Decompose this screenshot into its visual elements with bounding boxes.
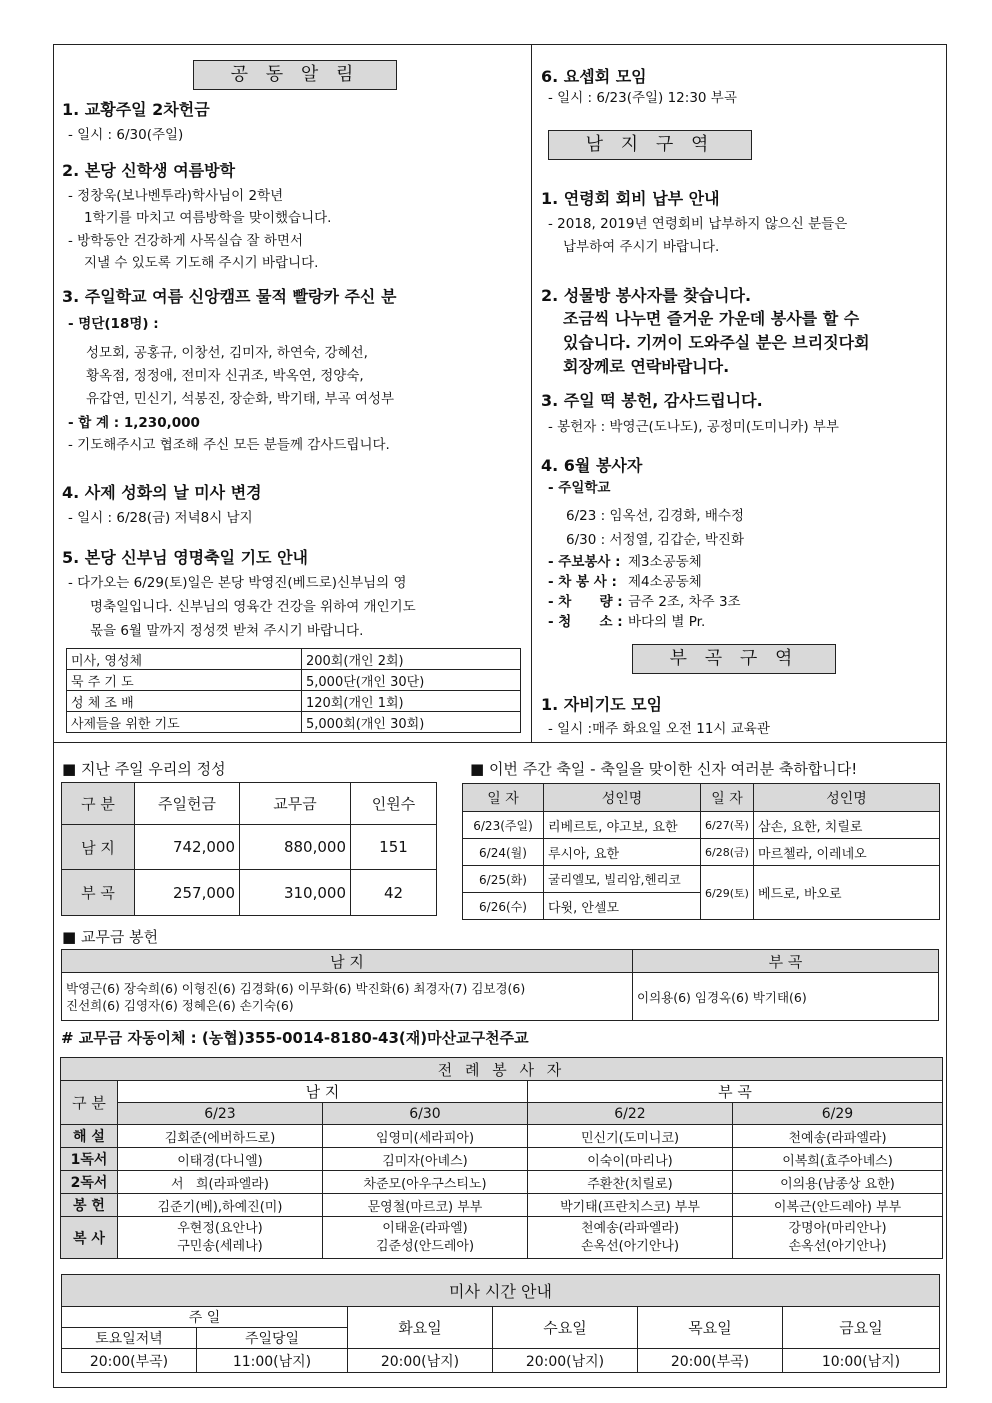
table-row [463,839,940,866]
feast-date: 6/26(수) [463,893,544,920]
offering-header: 주일헌금 [135,783,240,825]
liturgy-cell: 김회준(에버하드로) [118,1125,323,1148]
feast-date: 6/27(목) [701,812,754,839]
notice-2-line: - 방학동안 건강하게 사목실습 잘 하면서 [68,233,303,249]
namji-1-line: - 2018, 2019년 연령회비 납부하지 않으신 분들은 [548,216,848,232]
feast-title: ■ 이번 주간 축일 - 축일을 맞이한 신자 여러분 축하합니다! [470,760,858,778]
liturgy-date: 6/22 [528,1103,733,1125]
liturgy-cell: 민신기(도미니코) [528,1125,733,1148]
feast-date: 6/23(주일) [463,812,544,839]
notice-3-title: 3. 주일학교 여름 신앙캠프 물적 빨랑카 주신 분 [62,287,397,306]
liturgy-cell-line: 강명아(마리안나) [788,1220,887,1236]
liturgy-cell: 이복희(효주아녜스) [733,1148,943,1171]
offering-row-label: 남 지 [62,825,135,870]
role-label: - 차 봉 사 : [548,574,617,590]
role-row [548,550,702,570]
mass-sat-label: 토요일저녁 [62,1328,197,1349]
namji-4-date-line: 6/30 : 서정열, 김갑순, 박진화 [566,532,744,548]
offering-header: 구 분 [62,783,135,825]
dues-namji-line: 진선희(6) 김영자(6) 정혜은(6) 손기숙(6) [66,997,294,1013]
feast-date: 6/25(화) [463,866,544,893]
role-value: 바다의 별 Pr. [628,614,706,630]
liturgy-date: 6/23 [118,1103,323,1125]
feast-saints: 삼손, 요한, 치릴로 [754,812,940,839]
notice-6-line: - 일시 : 6/23(주일) 12:30 부곡 [548,90,737,106]
table-row [463,866,940,893]
role-value: 제4소공동체 [628,574,702,590]
feast-saints: 마르첼라, 이레네오 [754,839,940,866]
dues-bugok-cell: 이의용(6) 임경옥(6) 박기태(6) [633,973,939,1021]
table-row [61,1081,943,1103]
liturgy-title: 전 례 봉 사 자 [61,1058,943,1081]
mass-day: 목요일 [638,1307,783,1349]
feast-header: 성인명 [754,784,940,812]
offering-header: 교무금 [240,783,351,825]
section-divider [53,742,947,743]
table-row [62,825,437,870]
notice-5-line: - 다가오는 6/29(토)일은 본당 박영진(베드로)신부님의 영 [68,575,407,591]
mass-title: 미사 시간 안내 [62,1275,940,1307]
common-notice-title: 공 동 알 림 [193,60,397,90]
notice-5-line: 명축일입니다. 신부님의 영육간 건강을 위하여 개인기도 [90,599,416,615]
feast-header: 일 자 [701,784,754,812]
mass-day: 화요일 [348,1307,493,1349]
table-row [67,649,521,670]
bugok-1-line: - 일시 :매주 화요일 오전 11시 교육관 [548,721,770,737]
liturgy-table [60,1057,943,1259]
liturgy-cell: 천예송(라파엘라) [733,1125,943,1148]
liturgy-cell: 박기태(프란치스코) 부부 [528,1194,733,1217]
notice-6-title: 6. 요셉회 모임 [541,67,647,86]
liturgy-cell [733,1217,943,1259]
feast-table [462,783,940,920]
table-row [62,950,939,973]
notice-1-title: 1. 교황주일 2차헌금 [62,100,210,119]
feast-saints: 다윗, 안셀모 [544,893,701,920]
liturgy-cell [528,1217,733,1259]
role-label: - 차 량 : [548,594,623,610]
liturgy-role: 1독서 [61,1148,118,1171]
namji-3-title: 3. 주일 떡 봉헌, 감사드립니다. [541,391,763,410]
bugok-1-title: 1. 자비기도 모임 [541,695,663,714]
offering-table [61,782,437,916]
feast-header: 성인명 [544,784,701,812]
role-value: 제3소공동체 [628,554,702,570]
column-divider [531,44,532,742]
namji-1-line: 납부하여 주시기 바랍니다. [563,239,720,255]
table-row [61,1171,943,1194]
liturgy-date: 6/29 [733,1103,943,1125]
table-row [62,1307,940,1328]
notice-3-names: 유갑연, 민신기, 석봉진, 장순화, 박기태, 부곡 여성부 [86,391,395,407]
table-row [67,670,521,691]
notice-2-line: 지낼 수 있도록 기도해 주시기 바랍니다. [84,255,319,271]
bugok-section-title: 부 곡 구 역 [632,644,836,674]
feast-saints: 루시아, 요한 [544,839,701,866]
liturgy-role: 해 설 [61,1125,118,1148]
liturgy-date: 6/30 [323,1103,528,1125]
role-row [548,610,705,630]
liturgy-cell [323,1217,528,1259]
notice-3-list-label: - 명단(18명) : [68,316,159,332]
notice-5-line: 몫을 6월 말까지 정성껏 받쳐 주시기 바랍니다. [90,623,364,639]
notice-4-title: 4. 사제 성화의 날 미사 변경 [62,483,262,502]
liturgy-cell-line: 우현정(요안나) [177,1220,263,1236]
mass-sunday: 주 일 [62,1307,348,1328]
feast-date: 6/28(금) [701,839,754,866]
mass-day: 금요일 [783,1307,940,1349]
liturgy-cell: 이의용(남종상 요한) [733,1171,943,1194]
offering-header: 인원수 [351,783,437,825]
offering-row-label: 부 곡 [62,870,135,916]
notice-2-line: - 정창욱(보나벤투라)학사님이 2학년 [68,188,284,204]
liturgy-cell: 김준기(베),하예진(미) [118,1194,323,1217]
notice-2-line: 1학기를 마치고 여름방학을 맞이했습니다. [84,210,332,226]
prayer-value: 200회(개인 2회) [302,649,521,670]
namji-1-title: 1. 연령회 회비 납부 안내 [541,189,720,208]
feast-saints: 리베르토, 야고보, 요한 [544,812,701,839]
feast-date: 6/24(월) [463,839,544,866]
prayer-table [66,648,521,733]
namji-2-title: 2. 성물방 봉사자를 찾습니다. [541,286,752,305]
notice-3-thanks: - 기도해주시고 협조해 주신 모든 분들께 감사드립니다. [68,437,390,453]
prayer-label: 사제들을 위한 기도 [67,712,302,733]
table-row [61,1194,943,1217]
liturgy-cell [118,1217,323,1259]
liturgy-cell: 차준모(아우구스티노) [323,1171,528,1194]
table-row [62,1275,940,1307]
dues-header-bugok: 부 곡 [633,950,939,973]
dues-namji-cell [62,973,633,1021]
mass-time: 11:00(남지) [197,1349,348,1373]
liturgy-cell-line: 손옥선(아기안나) [580,1238,680,1254]
mass-time: 20:00(남지) [348,1349,493,1373]
liturgy-cell: 이숙이(마리나) [528,1148,733,1171]
table-row [67,691,521,712]
notice-3-total: - 합 계 : 1,230,000 [68,415,200,431]
offering-title: ■ 지난 주일 우리의 정성 [62,760,226,778]
dues-namji-line: 박영근(6) 장숙희(6) 이형진(6) 김경화(6) 이무화(6) 박진화(6) 최경자(7) 김보경(6) [66,980,526,996]
table-row [67,712,521,733]
offering-cell: 257,000 [135,870,240,916]
feast-date: 6/29(토) [701,866,754,920]
mass-time: 20:00(부곡) [62,1349,197,1373]
prayer-value: 5,000회(개인 30회) [302,712,521,733]
liturgy-cell-line: 천예송(라파엘라) [580,1220,680,1236]
liturgy-cell: 임영미(세라피아) [323,1125,528,1148]
role-value: 금주 2조, 차주 3조 [628,594,741,610]
mass-time: 20:00(부곡) [638,1349,783,1373]
liturgy-role: 봉 헌 [61,1194,118,1217]
table-row [463,812,940,839]
notice-1-line: - 일시 : 6/30(주일) [68,127,184,143]
liturgy-cell-line: 구민송(세레나) [177,1238,263,1254]
role-row [548,590,741,610]
liturgy-cell: 이태경(다니엘) [118,1148,323,1171]
liturgy-role: 복 사 [61,1217,118,1259]
namji-section-title: 남 지 구 역 [548,130,752,160]
dues-title: ■ 교무금 봉헌 [62,928,159,946]
namji-2-line: 있습니다. 기꺼이 도와주실 분은 브리짓다회 [563,333,870,352]
prayer-label: 미사, 영성체 [67,649,302,670]
liturgy-cell: 김미자(아녜스) [323,1148,528,1171]
notice-3-names: 성모회, 공홍규, 이창선, 김미자, 하연숙, 강혜선, [86,345,368,361]
dues-auto-transfer: # 교무금 자동이체 : (농협)355-0014-8180-43(재)마산교구천주교 [61,1029,529,1047]
table-row [61,1103,943,1125]
namji-4-date-line: 6/23 : 임옥선, 김경화, 배수정 [566,508,744,524]
offering-cell: 151 [351,825,437,870]
liturgy-cell-line: 손옥선(아기안나) [788,1238,887,1254]
liturgy-namji: 남 지 [118,1081,528,1103]
namji-2-line: 조금씩 나누면 즐거운 가운데 봉사를 할 수 [563,309,860,328]
table-row [61,1148,943,1171]
mass-time: 10:00(남지) [783,1349,940,1373]
table-row [61,1058,943,1081]
notice-2-title: 2. 본당 신학생 여름방학 [62,161,236,180]
namji-2-line: 회장께로 연락바랍니다. [563,357,730,376]
notice-4-line: - 일시 : 6/28(금) 저녁8시 남지 [68,510,253,526]
liturgy-cell: 문영철(마르코) 부부 [323,1194,528,1217]
role-row [548,570,702,590]
table-row [61,1217,943,1259]
feast-header: 일 자 [463,784,544,812]
liturgy-bugok: 부 곡 [528,1081,943,1103]
dues-header-namji: 남 지 [62,950,633,973]
namji-4-sub: - 주일학교 [548,480,611,496]
table-row [463,784,940,812]
offering-cell: 310,000 [240,870,351,916]
role-label: - 청 소 : [548,614,623,630]
table-row [62,870,437,916]
liturgy-cell: 이복근(안드레아) 부부 [733,1194,943,1217]
liturgy-cell-line: 이태윤(라파엘) [382,1220,468,1236]
liturgy-group-label: 구 분 [61,1081,118,1125]
offering-cell: 880,000 [240,825,351,870]
feast-saints: 베드로, 바오로 [754,866,940,920]
mass-day: 수요일 [493,1307,638,1349]
offering-cell: 742,000 [135,825,240,870]
namji-4-title: 4. 6월 봉사자 [541,456,643,475]
offering-cell: 42 [351,870,437,916]
liturgy-role: 2독서 [61,1171,118,1194]
table-row [62,783,437,825]
feast-saints: 굴리엘모, 빌리암,헨리코 [544,866,701,893]
mass-table [61,1274,940,1373]
liturgy-cell: 주환찬(치릴로) [528,1171,733,1194]
table-row [62,973,939,1021]
dues-table [61,949,939,1021]
liturgy-cell: 서 희(라파엘라) [118,1171,323,1194]
notice-5-title: 5. 본당 신부님 영명축일 기도 안내 [62,548,308,567]
namji-3-line: - 봉헌자 : 박영근(도나도), 공정미(도미니카) 부부 [548,419,839,435]
role-label: - 주보봉사 : [548,554,621,570]
prayer-label: 성 체 조 배 [67,691,302,712]
liturgy-cell-line: 김준성(안드레아) [375,1238,475,1254]
notice-3-names: 황옥점, 정정애, 전미자 신귀조, 박옥연, 정양숙, [86,368,364,384]
mass-time: 20:00(남지) [493,1349,638,1373]
mass-sun-label: 주일당일 [197,1328,348,1349]
table-row [61,1125,943,1148]
prayer-value: 120회(개인 1회) [302,691,521,712]
prayer-label: 묵 주 기 도 [67,670,302,691]
prayer-value: 5,000단(개인 30단) [302,670,521,691]
table-row [62,1349,940,1373]
